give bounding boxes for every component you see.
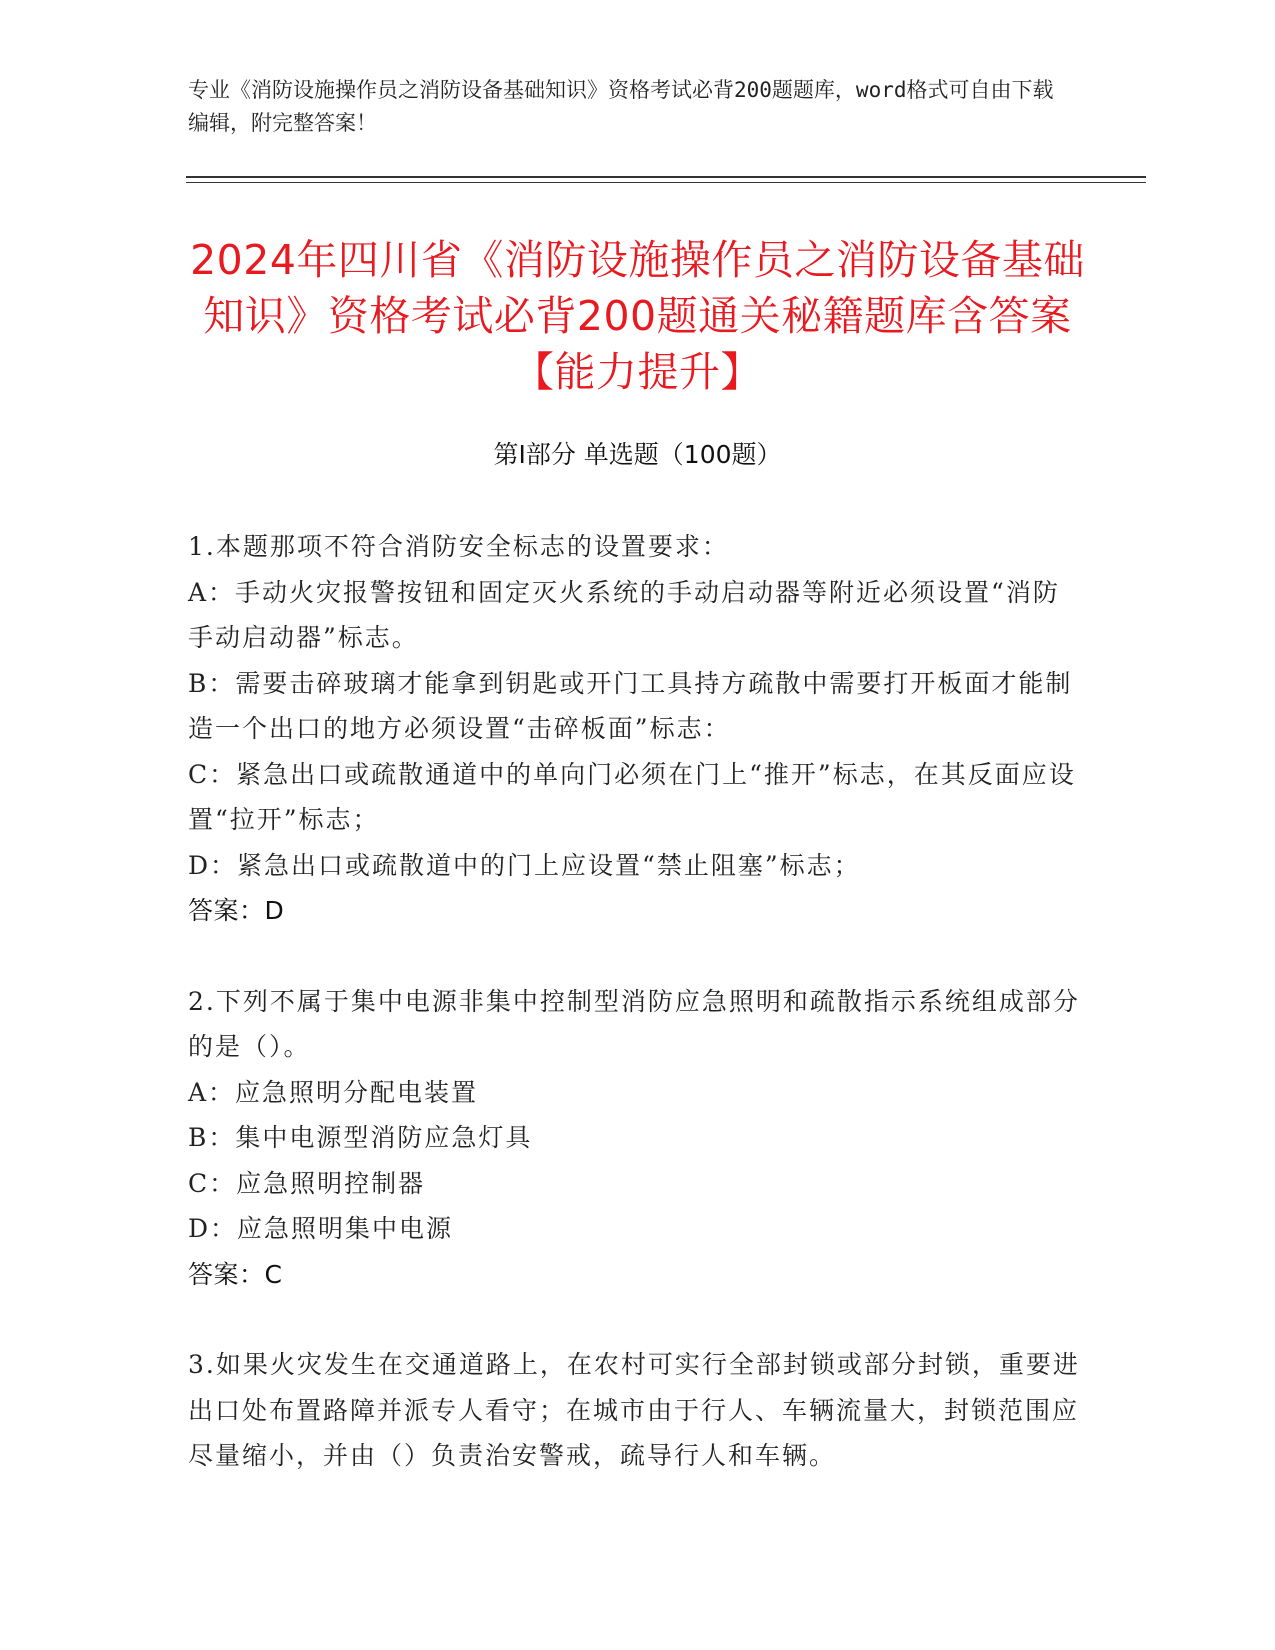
question-stem: 1.本题那项不符合消防安全标志的设置要求： (188, 532, 729, 561)
option-c: C：应急照明控制器 (188, 1168, 426, 1198)
option-a: A：应急照明分配电装置 (188, 1077, 479, 1107)
document-title: 2024年四川省《消防设施操作员之消防设备基础知识》资格考试必背200题通关秘籍题库含答案【能力提升】 (190, 236, 1085, 396)
option-d: D：紧急出口或疏散道中的门上应设置“禁止阻塞”标志； (188, 850, 861, 880)
section-title: 第I部分 单选题（100题） (493, 440, 782, 469)
question-spacer (188, 1297, 1083, 1342)
option-c: C：紧急出口或疏散通道中的单向门必须在门上“推开”标志，在其反面应设置“拉开”标志； (188, 759, 1076, 834)
option-b: B：需要击碎玻璃才能拿到钥匙或开门工具持方疏散中需要打开板面才能制造一个出口的地方必须设置“击碎板面”标志： (188, 668, 1073, 743)
option-a: A：手动火灾报警按钮和固定灭火系统的手动启动器等附近必须设置“消防手动启动器”标志。 (188, 577, 1060, 652)
answer: 答案：D (188, 896, 285, 925)
question-1 (188, 524, 1083, 934)
questions-body (188, 524, 1083, 1479)
question-stem: 2.下列不属于集中电源非集中控制型消防应急照明和疏散指示系统组成部分的是（）。 (188, 986, 1080, 1061)
header-note: 专业《消防设施操作员之消防设备基础知识》资格考试必背200题题库，word格式可自由下载编辑，附完整答案！ (188, 78, 1054, 135)
question-stem: 3.如果火灾发生在交通道路上，在农村可实行全部封锁或部分封锁，重要进出口处布置路障并派专人看守；在城市由于行人、车辆流量大，封锁范围应尽量缩小，并由（）负责治安警戒，疏导行人和车辆。 (188, 1350, 1080, 1470)
option-d: D：应急照明集中电源 (188, 1214, 454, 1243)
header-divider-thick (186, 176, 1146, 178)
option-b: B：集中电源型消防应急灯具 (188, 1123, 533, 1152)
question-2 (188, 979, 1083, 1298)
answer: 答案：C (188, 1259, 283, 1289)
question-3 (188, 1342, 1083, 1479)
question-spacer (188, 934, 1083, 979)
header-divider-thin (186, 182, 1146, 183)
